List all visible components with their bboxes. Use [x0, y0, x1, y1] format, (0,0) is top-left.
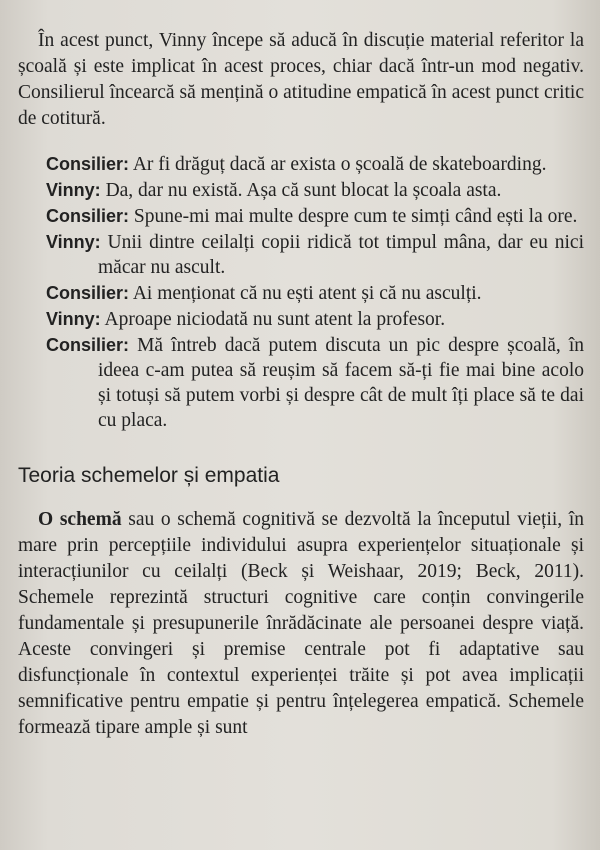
dialogue-text: Aproape niciodată nu sunt atent la profesor.	[100, 309, 446, 330]
page-content	[18, 28, 584, 741]
speaker-label: Consilier:	[46, 283, 130, 303]
dialogue-transcript	[18, 152, 584, 433]
dialogue-text: Mă întreb dacă putem discuta un pic despre școală, în ideea c-am putea să reușim să facem să-ți fie mai bine acolo și totuși să putem vorbi și despre cât de mult îți place să te dai cu placa.	[98, 335, 584, 431]
dialogue-line	[46, 178, 584, 203]
body-paragraph	[18, 507, 584, 741]
dialogue-text: Ai menționat că nu ești atent și că nu asculți.	[129, 283, 482, 304]
dialogue-line	[46, 333, 584, 433]
dialogue-line	[46, 230, 584, 280]
intro-paragraph: În acest punct, Vinny începe să aducă în discuție material referitor la școală și este implicat în acest proces, chiar dacă într-un mod negativ. Consilierul încearcă să mențină o atitudine empatică în acest punct critic de cotitură.	[18, 30, 584, 129]
dialogue-line	[46, 281, 584, 306]
dialogue-text: Da, dar nu există. Așa că sunt blocat la școala asta.	[100, 180, 502, 201]
speaker-label: Vinny:	[46, 232, 101, 252]
speaker-label: Consilier:	[46, 154, 130, 174]
dialogue-text: Ar fi drăguț dacă ar exista o școală de skateboarding.	[129, 154, 547, 175]
section-heading: Teoria schemelor și empatia	[18, 464, 280, 487]
speaker-label: Consilier:	[46, 206, 130, 226]
speaker-label: Vinny:	[46, 309, 101, 329]
lead-term: O schemă	[38, 509, 122, 530]
dialogue-text: Spune-mi mai multe despre cum te simți când ești la ore.	[129, 206, 578, 227]
speaker-label: Vinny:	[46, 180, 101, 200]
dialogue-line	[46, 307, 584, 332]
dialogue-line	[46, 152, 584, 177]
dialogue-line	[46, 204, 584, 229]
speaker-label: Consilier:	[46, 335, 130, 355]
body-text: sau o schemă cognitivă se dezvoltă la începutul vieții, în mare prin percepțiile individului asupra experiențelor situaționale și interacțiunilor cu ceilalți (Beck și Weishaar, 2019; Beck, 2011). Schemele reprezintă structuri cognitive care conțin convingerile fundamentale și presupunerile înrădăcinate ale persoanei despre viață. Aceste convingeri și premise centrale pot fi adaptative sau disfuncționale în contextul experienței trăite și pot avea implicații semnificative pentru empatie și pentru înțelegerea empatică. Schemele formează tipare ample și sunt	[18, 509, 585, 738]
dialogue-text: Unii dintre ceilalți copii ridică tot timpul mâna, dar eu nici măcar nu ascult.	[98, 232, 584, 278]
